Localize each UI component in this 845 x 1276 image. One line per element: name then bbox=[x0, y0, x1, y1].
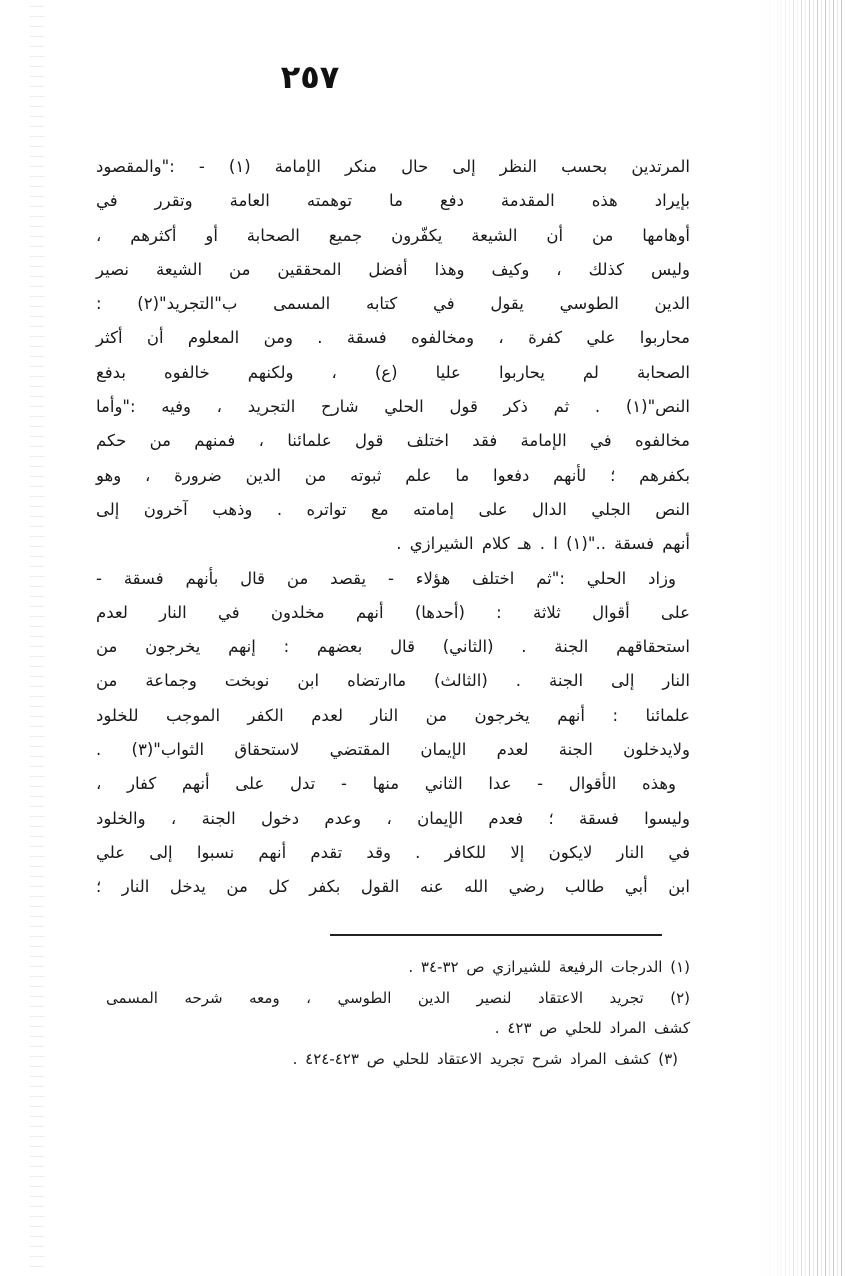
page-number: ٢٥٧ bbox=[280, 58, 340, 96]
body-line: بإيراد هذه المقدمة دفع ما توهمته العامة وتقرر في bbox=[96, 191, 690, 211]
body-line: بكفرهم ؛ لأنهم دفعوا ما علم ثبوته من الدين ضرورة ، وهو bbox=[96, 465, 690, 485]
body-text bbox=[96, 150, 690, 905]
footnote: (٢) تجريد الاعتقاد لنصير الدين الطوسي ، ومعه شرحه المسمى bbox=[106, 988, 690, 1007]
body-line: الدين الطوسي يقول في كتابه المسمى ب"التجريد"(٢) : bbox=[96, 294, 690, 314]
body-line: على أقوال ثلاثة : (أحدها) أنهم مخلدون في النار لعدم bbox=[96, 602, 690, 622]
body-line: وليس كذلك ، وكيف وهذا أفضل المحققين من الشيعة نصير bbox=[96, 259, 690, 279]
body-line: الصحابة لم يحاربوا عليا (ع) ، ولكنهم خالفوه بدفع bbox=[96, 362, 690, 382]
footnotes bbox=[106, 952, 690, 1074]
body-line: النص الجلي الدال على إمامته مع تواتره . وذهب آخرون إلى bbox=[96, 499, 690, 519]
body-line: في النار لايكون إلا للكافر . وقد تقدم أنهم نسبوا إلى علي bbox=[96, 842, 690, 862]
body-line: علمائنا : أنهم يخرجون من النار لعدم الكفر الموجب للخلود bbox=[96, 705, 690, 725]
footnote: (١) الدرجات الرفيعة للشيرازي ص ٣٢-٣٤ . bbox=[408, 958, 690, 976]
body-line: أوهامها من أن الشيعة يكفّرون جميع الصحابة أو أكثرهم ، bbox=[96, 225, 690, 245]
footnote-continuation: كشف المراد للحلي ص ٤٢٣ . bbox=[494, 1019, 690, 1037]
body-line: النار إلى الجنة . (الثالث) ماارتضاه ابن نوبخت وجماعة من bbox=[96, 671, 690, 691]
footnote-separator bbox=[330, 934, 662, 936]
body-line: أنهم فسقة .."(١) ا . هـ كلام الشيرازي . bbox=[396, 534, 690, 554]
body-line: استحقاقهم الجنة . (الثاني) قال بعضهم : إنهم يخرجون من bbox=[96, 637, 690, 657]
body-line: ابن أبي طالب رضي الله عنه القول بكفر كل من يدخل النار ؛ bbox=[96, 877, 690, 897]
footnote: (٣) كشف المراد شرح تجريد الاعتقاد للحلي ص ٤٢٣-٤٢٤ . bbox=[292, 1049, 678, 1068]
body-line: المرتدين بحسب النظر إلى حال منكر الإمامة (١) - :"والمقصود bbox=[96, 157, 690, 176]
body-line: النص"(١) . ثم ذكر قول الحلي شارح التجريد ، وفيه :"وأما bbox=[96, 397, 690, 417]
scan-edge-left bbox=[30, 0, 44, 1276]
scan-edge-right bbox=[750, 0, 845, 1276]
body-line: ولايدخلون الجنة لعدم الإيمان المقتضي لاستحقاق الثواب"(٣) . bbox=[96, 740, 691, 760]
body-line: محاربوا علي كفرة ، ومخالفوه فسقة . ومن المعلوم أن أكثر bbox=[96, 328, 690, 348]
body-line: وليسوا فسقة ؛ فعدم الإيمان ، وعدم دخول الجنة ، والخلود bbox=[96, 808, 690, 828]
body-line: وهذه الأقوال - عدا الثاني منها - تدل على أنهم كفار ، bbox=[96, 774, 676, 794]
body-line: وزاد الحلي :"ثم اختلف هؤلاء - يقصد من قال بأنهم فسقة - bbox=[96, 568, 676, 588]
body-line: مخالفوه في الإمامة فقد اختلف قول علمائنا ، فمنهم من حكم bbox=[96, 431, 690, 451]
